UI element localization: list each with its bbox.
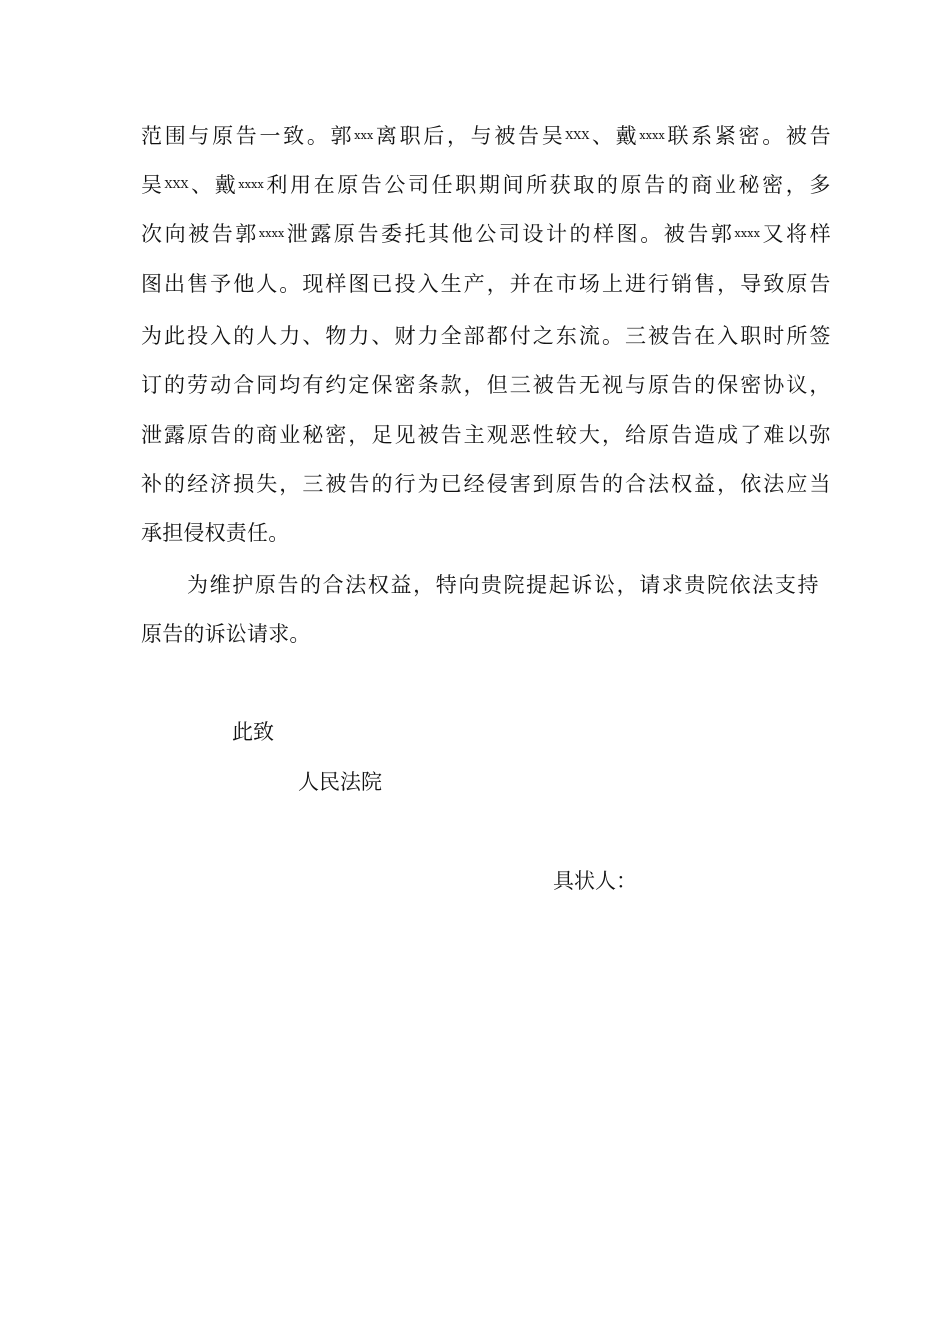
court-name: 人民法院	[298, 770, 382, 794]
body-line-3: 次 向 被 告 郭 xxxx 泄 露 原 告 委 托 其 他 公 司 设 计 的 样 图 。 被 告 郭 xxxx 又 将 样	[141, 222, 831, 246]
body-line-5: 为 此 投 入 的 人 力 、 物 力 、 财 力 全 部 都 付 之 东 流 。 三 被 告 在 入 职 时 所 签	[141, 324, 831, 348]
body-line-8: 补 的 经 济 损 失 ， 三 被 告 的 行 为 已 经 侵 害 到 原 告 的 合 法 权 益 ， 依 法 应 当	[141, 472, 831, 496]
body-line-7: 泄 露 原 告 的 商 业 秘 密 ， 足 见 被 告 主 观 恶 性 较 大 ， 给 原 告 造 成 了 难 以 弥	[141, 423, 831, 447]
body-line-4: 图 出 售 予 他 人 。 现 样 图 已 投 入 生 产 ， 并 在 市 场 上 进 行 销 售 ， 导 致 原 告	[141, 272, 831, 296]
request-line-2: 原告的诉讼请求。	[141, 622, 311, 646]
signer-label: 具状人：	[553, 869, 637, 893]
body-line-6: 订 的 劳 动 合 同 均 有 约 定 保 密 条 款 ， 但 三 被 告 无 视 与 原 告 的 保 密 协 议 ，	[141, 373, 831, 397]
body-line-1: 范 围 与 原 告 一 致 。 郭 xxx 离 职 后 ， 与 被 告 吴 XXX 、 戴 xxxx 联 系 紧 密 。 被 告	[141, 124, 831, 148]
body-line-2: 吴 XXX 、 戴 xxxx 利 用 在 原 告 公 司 任 职 期 间 所 获 取 的 原 告 的 商 业 秘 密 ， 多	[141, 173, 831, 197]
body-line-9: 承担侵权责任。	[141, 521, 290, 545]
salutation: 此致	[232, 720, 274, 744]
request-line-1: 为 维 护 原 告 的 合 法 权 益 ， 特 向 贵 院 提 起 诉 讼 ， 请 求 贵 院 依 法 支 持	[187, 573, 819, 597]
